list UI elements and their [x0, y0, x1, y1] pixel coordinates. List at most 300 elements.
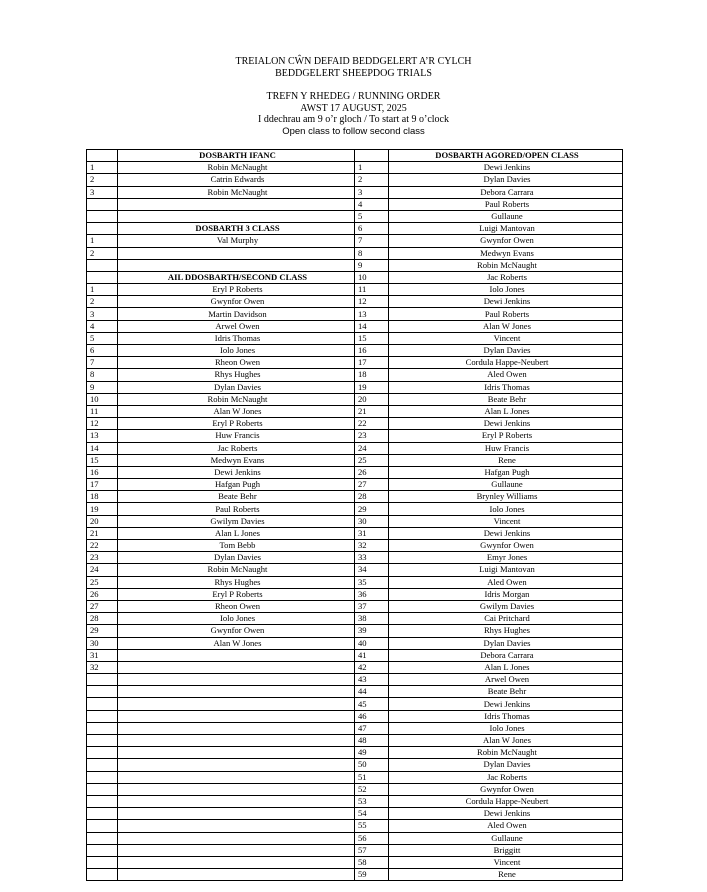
table-row — [87, 527, 623, 539]
table-row — [87, 405, 623, 417]
left-handler-name: Medwyn Evans — [118, 454, 355, 466]
right-run-number: 17 — [355, 357, 389, 369]
right-handler-name: Iolo Jones — [389, 503, 623, 515]
left-handler-name: Robin McNaught — [118, 393, 355, 405]
right-run-number: 26 — [355, 466, 389, 478]
right-run-number: 33 — [355, 552, 389, 564]
left-run-number — [87, 271, 118, 283]
left-handler-name — [118, 820, 355, 832]
right-handler-name: Vincent — [389, 515, 623, 527]
table-row — [87, 674, 623, 686]
right-handler-name: Dewi Jenkins — [389, 162, 623, 174]
table-row — [87, 515, 623, 527]
left-run-number: 6 — [87, 345, 118, 357]
right-handler-name: Dylan Davies — [389, 345, 623, 357]
right-handler-name: Jac Roberts — [389, 771, 623, 783]
left-handler-name — [118, 661, 355, 673]
left-run-number: 13 — [87, 430, 118, 442]
right-run-number: 7 — [355, 235, 389, 247]
left-run-number: 21 — [87, 527, 118, 539]
right-handler-name: Dewi Jenkins — [389, 296, 623, 308]
left-handler-name: Rhys Hughes — [118, 369, 355, 381]
left-run-number: 11 — [87, 405, 118, 417]
left-run-number — [87, 686, 118, 698]
left-handler-name: Dylan Davies — [118, 381, 355, 393]
right-handler-name: Gullaune — [389, 479, 623, 491]
left-handler-name — [118, 869, 355, 881]
left-run-number — [87, 783, 118, 795]
left-run-number — [87, 820, 118, 832]
right-handler-name: Dylan Davies — [389, 759, 623, 771]
right-run-number: 27 — [355, 479, 389, 491]
left-run-number — [87, 856, 118, 868]
left-handler-name: Iolo Jones — [118, 345, 355, 357]
left-run-number — [87, 771, 118, 783]
left-handler-name: Dewi Jenkins — [118, 466, 355, 478]
right-run-number: 20 — [355, 393, 389, 405]
table-row — [87, 479, 623, 491]
right-handler-name: Idris Morgan — [389, 588, 623, 600]
table-row — [87, 247, 623, 259]
right-run-number: 6 — [355, 223, 389, 235]
left-run-number: 30 — [87, 637, 118, 649]
right-handler-name: Aled Owen — [389, 576, 623, 588]
right-run-number: 59 — [355, 869, 389, 881]
left-run-number — [87, 795, 118, 807]
table-row — [87, 162, 623, 174]
right-run-number: 15 — [355, 332, 389, 344]
table-row — [87, 686, 623, 698]
table-row — [87, 320, 623, 332]
right-handler-name: Arwel Owen — [389, 674, 623, 686]
table-row — [87, 369, 623, 381]
table-row — [87, 393, 623, 405]
left-run-number — [87, 869, 118, 881]
right-run-number: 35 — [355, 576, 389, 588]
table-row — [87, 856, 623, 868]
right-run-number: 5 — [355, 210, 389, 222]
right-handler-name: Alan W Jones — [389, 320, 623, 332]
table-row — [87, 284, 623, 296]
right-handler-name: Medwyn Evans — [389, 247, 623, 259]
right-run-number: 39 — [355, 625, 389, 637]
running-order-heading: TREFN Y RHEDEG / RUNNING ORDER — [266, 91, 441, 102]
table-row — [87, 613, 623, 625]
right-handler-name: Dewi Jenkins — [389, 698, 623, 710]
right-run-number: 36 — [355, 588, 389, 600]
right-handler-name: Dewi Jenkins — [389, 808, 623, 820]
left-run-number: 3 — [87, 308, 118, 320]
table-row — [87, 637, 623, 649]
left-handler-name: Catrin Edwards — [118, 174, 355, 186]
table-row — [87, 564, 623, 576]
right-handler-name: Gwynfor Owen — [389, 783, 623, 795]
right-handler-name: Hafgan Pugh — [389, 466, 623, 478]
right-handler-name: Idris Thomas — [389, 710, 623, 722]
right-handler-name: Alan L Jones — [389, 661, 623, 673]
right-handler-name: Luigi Mantovan — [389, 223, 623, 235]
table-row — [87, 698, 623, 710]
left-run-number: 7 — [87, 357, 118, 369]
left-handler-name: Gwilym Davies — [118, 515, 355, 527]
left-run-number: 10 — [87, 393, 118, 405]
table-row — [87, 759, 623, 771]
left-run-number — [87, 698, 118, 710]
right-handler-name: Luigi Mantovan — [389, 564, 623, 576]
left-handler-name — [118, 722, 355, 734]
right-handler-name: Rhys Hughes — [389, 625, 623, 637]
right-handler-name: Cai Pritchard — [389, 613, 623, 625]
left-run-number: 23 — [87, 552, 118, 564]
right-handler-name: Rene — [389, 454, 623, 466]
table-row — [87, 588, 623, 600]
left-run-number: 4 — [87, 320, 118, 332]
left-handler-name: Hafgan Pugh — [118, 479, 355, 491]
right-run-number: 55 — [355, 820, 389, 832]
left-class-heading: DOSBARTH 3 CLASS — [118, 223, 355, 235]
left-run-number: 2 — [87, 174, 118, 186]
title-english: BEDDGELERT SHEEPDOG TRIALS — [275, 67, 432, 79]
right-handler-name: Vincent — [389, 332, 623, 344]
table-row — [87, 235, 623, 247]
table-row — [87, 150, 623, 162]
right-handler-name: Dewi Jenkins — [389, 527, 623, 539]
table-row — [87, 735, 623, 747]
left-handler-name: Robin McNaught — [118, 564, 355, 576]
table-row — [87, 820, 623, 832]
table-row — [87, 552, 623, 564]
left-handler-name: Gwynfor Owen — [118, 625, 355, 637]
left-run-number: 2 — [87, 296, 118, 308]
table-row — [87, 503, 623, 515]
left-run-number: 1 — [87, 162, 118, 174]
left-handler-name: Val Murphy — [118, 235, 355, 247]
right-handler-name: Dylan Davies — [389, 637, 623, 649]
left-run-number: 14 — [87, 442, 118, 454]
left-handler-name: Eryl P Roberts — [118, 284, 355, 296]
table-row — [87, 576, 623, 588]
left-run-number — [87, 198, 118, 210]
left-run-number — [87, 808, 118, 820]
right-run-number: 11 — [355, 284, 389, 296]
right-run-number: 14 — [355, 320, 389, 332]
table-row — [87, 259, 623, 271]
right-handler-name: Cordula Happe-Neubert — [389, 357, 623, 369]
left-handler-name — [118, 844, 355, 856]
right-run-number: 3 — [355, 186, 389, 198]
table-row — [87, 174, 623, 186]
right-handler-name: Paul Roberts — [389, 198, 623, 210]
left-run-number: 18 — [87, 491, 118, 503]
right-handler-name: Cordula Happe-Neubert — [389, 795, 623, 807]
right-handler-name: Idris Thomas — [389, 381, 623, 393]
left-run-number: 3 — [87, 186, 118, 198]
left-run-number: 15 — [87, 454, 118, 466]
right-run-number: 37 — [355, 600, 389, 612]
right-run-number: 43 — [355, 674, 389, 686]
document-header — [0, 56, 707, 137]
table-row — [87, 832, 623, 844]
table-row — [87, 649, 623, 661]
left-run-number: 8 — [87, 369, 118, 381]
right-handler-name: Robin McNaught — [389, 259, 623, 271]
table-row — [87, 869, 623, 881]
table-row — [87, 357, 623, 369]
left-run-number — [87, 674, 118, 686]
right-run-number: 24 — [355, 442, 389, 454]
left-run-number: 27 — [87, 600, 118, 612]
right-run-number: 4 — [355, 198, 389, 210]
left-handler-name — [118, 710, 355, 722]
left-run-number: 28 — [87, 613, 118, 625]
right-run-number: 19 — [355, 381, 389, 393]
right-run-number: 50 — [355, 759, 389, 771]
left-run-number: 19 — [87, 503, 118, 515]
table-row — [87, 808, 623, 820]
table-row — [87, 540, 623, 552]
left-handler-name — [118, 247, 355, 259]
left-run-number — [87, 150, 118, 162]
left-handler-name: Rhys Hughes — [118, 576, 355, 588]
right-class-heading: DOSBARTH AGORED/OPEN CLASS — [389, 150, 623, 162]
right-handler-name: Gullaune — [389, 832, 623, 844]
right-handler-name: Alan L Jones — [389, 405, 623, 417]
left-handler-name — [118, 856, 355, 868]
table-row — [87, 783, 623, 795]
right-handler-name: Vincent — [389, 856, 623, 868]
right-run-number: 47 — [355, 722, 389, 734]
left-handler-name — [118, 210, 355, 222]
right-run-number: 58 — [355, 856, 389, 868]
right-handler-name: Gwynfor Owen — [389, 235, 623, 247]
table-row — [87, 491, 623, 503]
left-handler-name — [118, 747, 355, 759]
schedule-note: Open class to follow second class — [282, 125, 425, 137]
right-run-number: 34 — [355, 564, 389, 576]
right-handler-name: Jac Roberts — [389, 271, 623, 283]
left-run-number: 1 — [87, 235, 118, 247]
right-run-number: 23 — [355, 430, 389, 442]
left-handler-name: Alan W Jones — [118, 637, 355, 649]
left-handler-name: Iolo Jones — [118, 613, 355, 625]
left-run-number — [87, 735, 118, 747]
table-row — [87, 210, 623, 222]
table-row — [87, 345, 623, 357]
right-handler-name: Beate Behr — [389, 393, 623, 405]
left-run-number: 17 — [87, 479, 118, 491]
left-run-number — [87, 710, 118, 722]
right-handler-name: Dewi Jenkins — [389, 418, 623, 430]
right-handler-name: Brynley Williams — [389, 491, 623, 503]
left-handler-name — [118, 674, 355, 686]
right-run-number: 31 — [355, 527, 389, 539]
right-handler-name: Gullaune — [389, 210, 623, 222]
right-handler-name: Emyr Jones — [389, 552, 623, 564]
start-time: I ddechrau am 9 o’r gloch / To start at 9 o’clock — [258, 114, 449, 125]
right-run-number: 12 — [355, 296, 389, 308]
left-run-number: 22 — [87, 540, 118, 552]
left-handler-name — [118, 832, 355, 844]
left-run-number: 24 — [87, 564, 118, 576]
table-row — [87, 747, 623, 759]
right-run-number: 52 — [355, 783, 389, 795]
right-handler-name: Iolo Jones — [389, 722, 623, 734]
left-run-number — [87, 259, 118, 271]
left-handler-name — [118, 759, 355, 771]
table-row — [87, 271, 623, 283]
right-handler-name: Gwynfor Owen — [389, 540, 623, 552]
table-row — [87, 795, 623, 807]
table-row — [87, 661, 623, 673]
left-handler-name — [118, 735, 355, 747]
right-handler-name: Paul Roberts — [389, 308, 623, 320]
left-class-heading: DOSBARTH IFANC — [118, 150, 355, 162]
table-row — [87, 466, 623, 478]
table-row — [87, 625, 623, 637]
left-handler-name: Paul Roberts — [118, 503, 355, 515]
right-run-number: 57 — [355, 844, 389, 856]
left-handler-name: Rheon Owen — [118, 357, 355, 369]
left-handler-name: Arwel Owen — [118, 320, 355, 332]
right-run-number — [355, 150, 389, 162]
left-handler-name — [118, 649, 355, 661]
table-row — [87, 710, 623, 722]
left-handler-name: Robin McNaught — [118, 186, 355, 198]
left-handler-name: Eryl P Roberts — [118, 418, 355, 430]
right-run-number: 22 — [355, 418, 389, 430]
right-handler-name: Briggitt — [389, 844, 623, 856]
right-run-number: 13 — [355, 308, 389, 320]
left-run-number: 5 — [87, 332, 118, 344]
right-run-number: 2 — [355, 174, 389, 186]
left-handler-name — [118, 198, 355, 210]
left-handler-name: Rheon Owen — [118, 600, 355, 612]
left-handler-name — [118, 698, 355, 710]
right-run-number: 16 — [355, 345, 389, 357]
right-handler-name: Debora Carrara — [389, 649, 623, 661]
table-row — [87, 186, 623, 198]
left-handler-name — [118, 808, 355, 820]
right-run-number: 41 — [355, 649, 389, 661]
table-row — [87, 308, 623, 320]
left-run-number: 32 — [87, 661, 118, 673]
right-run-number: 42 — [355, 661, 389, 673]
left-handler-name — [118, 795, 355, 807]
table-row — [87, 442, 623, 454]
right-run-number: 1 — [355, 162, 389, 174]
left-handler-name — [118, 771, 355, 783]
right-run-number: 53 — [355, 795, 389, 807]
right-run-number: 8 — [355, 247, 389, 259]
right-run-number: 46 — [355, 710, 389, 722]
right-handler-name: Huw Francis — [389, 442, 623, 454]
table-row — [87, 454, 623, 466]
left-run-number: 12 — [87, 418, 118, 430]
left-handler-name: Huw Francis — [118, 430, 355, 442]
right-run-number: 40 — [355, 637, 389, 649]
left-handler-name — [118, 686, 355, 698]
left-run-number — [87, 210, 118, 222]
left-handler-name: Jac Roberts — [118, 442, 355, 454]
right-run-number: 28 — [355, 491, 389, 503]
left-run-number: 29 — [87, 625, 118, 637]
right-run-number: 21 — [355, 405, 389, 417]
left-handler-name: Eryl P Roberts — [118, 588, 355, 600]
left-run-number: 9 — [87, 381, 118, 393]
right-handler-name: Iolo Jones — [389, 284, 623, 296]
left-run-number — [87, 759, 118, 771]
table-row — [87, 600, 623, 612]
right-handler-name: Alan W Jones — [389, 735, 623, 747]
right-run-number: 49 — [355, 747, 389, 759]
right-handler-name: Rene — [389, 869, 623, 881]
table-row — [87, 430, 623, 442]
right-handler-name: Robin McNaught — [389, 747, 623, 759]
right-run-number: 25 — [355, 454, 389, 466]
table-row — [87, 844, 623, 856]
left-handler-name: Idris Thomas — [118, 332, 355, 344]
left-run-number — [87, 832, 118, 844]
table-row — [87, 418, 623, 430]
left-run-number: 31 — [87, 649, 118, 661]
left-handler-name: Tom Bebb — [118, 540, 355, 552]
right-handler-name: Beate Behr — [389, 686, 623, 698]
left-run-number: 26 — [87, 588, 118, 600]
right-handler-name: Aled Owen — [389, 820, 623, 832]
left-handler-name: Dylan Davies — [118, 552, 355, 564]
left-handler-name: Alan L Jones — [118, 527, 355, 539]
left-handler-name: Martin Davidson — [118, 308, 355, 320]
table-row — [87, 198, 623, 210]
left-run-number: 1 — [87, 284, 118, 296]
left-handler-name: Robin McNaught — [118, 162, 355, 174]
left-run-number — [87, 844, 118, 856]
left-run-number — [87, 747, 118, 759]
table-row — [87, 296, 623, 308]
right-handler-name: Eryl P Roberts — [389, 430, 623, 442]
left-handler-name: Alan W Jones — [118, 405, 355, 417]
left-run-number — [87, 722, 118, 734]
trial-date: AWST 17 AUGUST, 2025 — [300, 102, 407, 114]
right-run-number: 30 — [355, 515, 389, 527]
left-run-number: 16 — [87, 466, 118, 478]
right-run-number: 56 — [355, 832, 389, 844]
title-welsh: TREIALON CŴN DEFAID BEDDGELERT A’R CYLCH — [235, 56, 472, 67]
right-handler-name: Aled Owen — [389, 369, 623, 381]
left-handler-name — [118, 259, 355, 271]
left-run-number: 25 — [87, 576, 118, 588]
left-run-number: 2 — [87, 247, 118, 259]
right-run-number: 51 — [355, 771, 389, 783]
left-run-number: 20 — [87, 515, 118, 527]
right-run-number: 44 — [355, 686, 389, 698]
right-run-number: 18 — [355, 369, 389, 381]
right-run-number: 48 — [355, 735, 389, 747]
left-handler-name: Beate Behr — [118, 491, 355, 503]
right-handler-name: Gwilym Davies — [389, 600, 623, 612]
right-run-number: 54 — [355, 808, 389, 820]
right-run-number: 32 — [355, 540, 389, 552]
right-handler-name: Dylan Davies — [389, 174, 623, 186]
running-order-table — [86, 149, 623, 881]
right-run-number: 45 — [355, 698, 389, 710]
left-handler-name — [118, 783, 355, 795]
table-row — [87, 332, 623, 344]
right-run-number: 38 — [355, 613, 389, 625]
table-row — [87, 223, 623, 235]
right-run-number: 9 — [355, 259, 389, 271]
table-row — [87, 381, 623, 393]
